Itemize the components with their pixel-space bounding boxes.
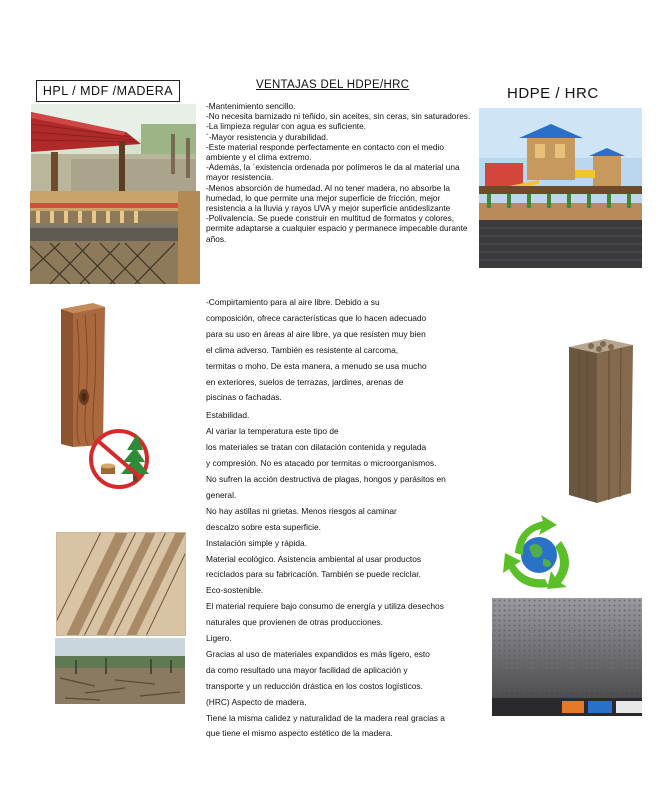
hdpe-textured-surface-image: [492, 598, 642, 716]
text-line: los materiales se tratan con dilatación contenida y regulada: [206, 442, 427, 453]
text-line: y compresión. No es atacado por termitas o microorganismos.: [206, 458, 437, 469]
wood-grain-texture-image: [56, 532, 186, 636]
text-line: en exteriores, suelos de terrazas, jardines, arenas de: [206, 376, 404, 387]
playground-platform-image: [30, 191, 200, 284]
list-item: -Este material responde perfectamente en contacto con el medio ambiente y el clima extremo.: [206, 141, 444, 163]
text-line: (HRC) Aspecto de madera.: [206, 696, 307, 707]
text-line: Estabilidad.: [206, 410, 250, 421]
text-line: termitas o moho. De esta manera, a menudo se usa mucho: [206, 360, 427, 371]
text-line: general.: [206, 489, 237, 500]
text-line: da como resultado una mayor facilidad de aplicación y: [206, 664, 408, 675]
hdpe-hrc-header: HDPE / HRC: [507, 85, 599, 102]
wooden-post-image: [59, 299, 107, 449]
hdpe-playground-image: [479, 108, 642, 268]
advantages-title: VENTAJAS DEL HDPE/HRC: [256, 79, 410, 91]
text-line: Al variar la temperatura este tipo de: [206, 426, 339, 437]
list-item: -No necesita barnizado ni teñido, sin aceites, sin ceras, sin saturadores.: [206, 111, 471, 122]
list-item: ´-Mayor resistencia y durabilidad.: [206, 131, 329, 142]
text-line: descalzo sobre esta superficie.: [206, 521, 321, 532]
text-line: Material ecológico. Asistencia ambiental al usar productos: [206, 553, 422, 564]
list-item: -Menos absorción de humedad. Al no tener madera, no absorbe la humedad, lo que permite una mejor superficie de fricción, mejor resistencia a la lluvia y rayos UVA y mejor superficie antideslizante: [206, 182, 451, 214]
weathered-wood-roof-image: [31, 104, 196, 191]
text-line: -Compirtamiento para al aire libre. Debido a su: [206, 297, 380, 307]
composite-post-image: [565, 335, 637, 505]
text-line: Instalación simple y rápida.: [206, 537, 308, 548]
text-line: Ligero.: [206, 633, 232, 644]
list-item: -La limpieza regular con agua es suficiente.: [206, 121, 367, 132]
text-line: reciclados para su fabricación. También se puede reciclar.: [206, 569, 421, 580]
text-line: transporte y un reducción drástica en los costos logísticos.: [206, 680, 423, 691]
text-line: el clima adverso. También es resistente al carcoma,: [206, 344, 399, 355]
text-line: que tiene el mismo aspecto estético de la madera.: [206, 728, 393, 739]
text-line: piscinas o fachadas.: [206, 392, 282, 403]
text-line: Eco-sostenible.: [206, 585, 264, 596]
advantages-body-text: [206, 295, 478, 742]
text-line: composición, ofrece características que lo hacen adecuado: [206, 312, 427, 323]
text-line: naturales que provienen de otras producciones.: [206, 617, 383, 628]
text-line: No sufren la acción destructiva de plagas, hongos y parásitos en: [206, 473, 446, 484]
wood-materials-header: HPL / MDF /MADERA: [36, 80, 180, 102]
list-item: -Además, la ´existencia ordenada por polímeros le da al material una mayor resistencia.: [206, 162, 460, 183]
text-line: No hay astillas ni grietas. Menos riesgos al caminar: [206, 505, 397, 516]
recycling-globe-icon: [497, 513, 581, 593]
text-line: Tiene la misma calidez y naturalidad de la madera real gracias a: [206, 712, 445, 723]
advantages-intro-list: [206, 101, 478, 244]
text-line: para su uso en áreas al aire libre, ya que resisten muy bien: [206, 328, 426, 339]
list-item: -Polivalencia. Se puede construir en multitud de formatos y colores, permite adaptarse a cualquier espacio y permanece impecable durante años.: [206, 213, 468, 244]
list-item: -Mantenimiento sencillo.: [206, 101, 296, 111]
deforested-land-image: [55, 638, 185, 704]
text-line: El material requiere bajo consumo de energía y utiliza desechos: [206, 601, 444, 612]
text-line: Gracias al uso de materiales expandidos es más ligero, esto: [206, 648, 430, 659]
no-deforestation-icon: [83, 428, 155, 490]
